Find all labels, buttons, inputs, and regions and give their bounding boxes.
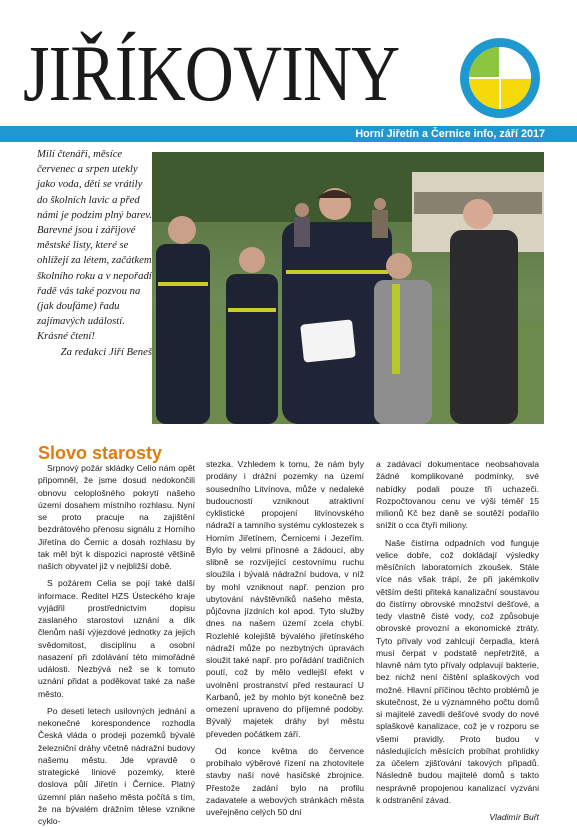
editorial-intro [37, 147, 152, 360]
paragraph: a zadávací dokumentace neobsahovala žádné komplikované podmínky, své nabídky podali pouze tři uchazeči. Rozpočtovanou cenu ve výši téměř 15 milionů Kč bez daně se soutěží podařilo snížit o cca čtyři miliony. [376, 459, 539, 531]
article-author: Vladimír Buřt [489, 812, 539, 822]
article-headline: Slovo starosty [38, 443, 163, 463]
paragraph: Po deseti letech usilovných jednání a nekonečné korespondence rozhodla Česká vláda o prodeji pozemků bývalé železniční dráhy včetně nádražní budovy našemu městu. Jde vpravdě o strategické liniové pozemky, které doslova půlí Jiřetín i Černice. Platný územní plán našeho města počítá s tím, že na bývalém drážním tělese vznikne cyklo- [38, 705, 195, 826]
masthead-subtitle: Horní Jiřetín a Černice info, září 2017 [355, 128, 545, 140]
masthead-title: JIŘÍKOVINY [23, 31, 400, 118]
intro-text: Milí čtenáři, měsíce červenec a srpen utekly jako voda, děti se vrátily do školních lavic a před námi je podzim plný barev. Barevné jsou i zářijové městské listy, které se ohlížejí za létem, začátkem školního roku a v nepořadí řadě vás také pozvou na (jak doufáme) řadu zajímavých událostí. Krásné čtení! [37, 148, 152, 343]
masthead [23, 30, 463, 120]
paragraph: Od konce května do července probíhalo výběrové řízení na zhotovitele stavby naší nové hasičské zbrojnice. Přestože zadání bylo na profilu zadavatele a webových stránkách města uveřejněno celých 50 dní [206, 745, 364, 817]
paragraph: stezka. Vzhledem k tomu, že nám byly prodány i drážní pozemky na území sousedního Litvínova, může v nedaleké budoucnosti vzniknout atraktivní cyklistické propojení litvínovského nádraží a tamního systému cyklostezek s Horním Jiřetínem, Černicemi i Jezeřím. Bylo by velmi přínosné a žádoucí, aby slibně se rozvíjející cestovnímu ruchu sloužila i bývalá nádražní budova, v níž by mohl vzniknout např. penzion pro ubytování návštěvníků našeho města, půjčovna jízdních kol apod. Tyto služby dnes na našem území zcela chybí. Rozlehlé kolejiště bývalého jiřetínského nádraží může po nezbytných úpravách sloužit také např. pro pořádání tradičních poutí, což by mělo vedlejší efekt v uvolnění prostranství před restaurací U Karbanů, jež by mohlo být konečně bez omezení upraveno do příjemné podoby. Bývalý majetek dráhy byl městu převeden počátkem září. [206, 459, 364, 739]
article-column-1 [38, 462, 195, 827]
article-column-2 [206, 458, 364, 818]
intro-signature: Za redakci Jiří Beneš [60, 345, 152, 358]
article-column-3 [376, 458, 539, 823]
paragraph: Srpnový požár skládky Celio nám opět připomněl, že jsme dosud nedokončili obnovu celoplošného pokrytí našeho území dosahem místního rozhlasu. Nyní se proto pracuje na zajištění bezdrátového přenosu signálu z Horního Jiřetína do Černic a dosah rozhlasu by tak měl být k dispozici naprosté většině našich obyvatel již v nejbližší době. [38, 463, 195, 571]
header-band [0, 126, 577, 142]
city-logo-icon [458, 36, 542, 120]
paragraph: Naše čistírna odpadních vod funguje velice dobře, což dokládají výsledky měsíčních laboratorních zkoušek. Stále více nás však trápí, že při jakémkoliv větším dešti přiteká kanalizační soustavou do čistírny obrovské množství dešťové, a tedy vlastně čisté vody, což způsobuje obrovské provozní a ekonomické ztráty. Tyto přívaly vod zahlcují čerpadla, která musí čerpat v podstatě nepřetržitě, a hlavně nám tyto přívaly odplavují bakterie, bez nichž není čištění splaškových vod možné. Hlavní příčinou těchto problémů je skutečnost, že u významného počtu domů si majitelé zavedli dešťové svody do nové splaškové kanalizace, což je v rozporu se všemi pravidly. Proto budou v následujících měsících probíhat prohlídky za účelem zjišťování takových připadů. Následně budou majitelé domů s takto nesprávně propojenou kanalizací vyzváni k odstranění závad. [376, 537, 539, 805]
paragraph: S požárem Celia se pojí také další informace. Ředitel HZS Ústeckého kraje vyjádřil prostřednictvím dopisu zaslaného starostovi uznání a dík členům naší výjezdové jednotky za jejich svědomitost, disciplínu a osobní nasazení při zdolávání této mimořádné události. Nezbývá než se k tomuto uznání přidat a poděkovat také za naše město. [38, 578, 195, 699]
firefighter-youth-team-photo [152, 152, 544, 424]
